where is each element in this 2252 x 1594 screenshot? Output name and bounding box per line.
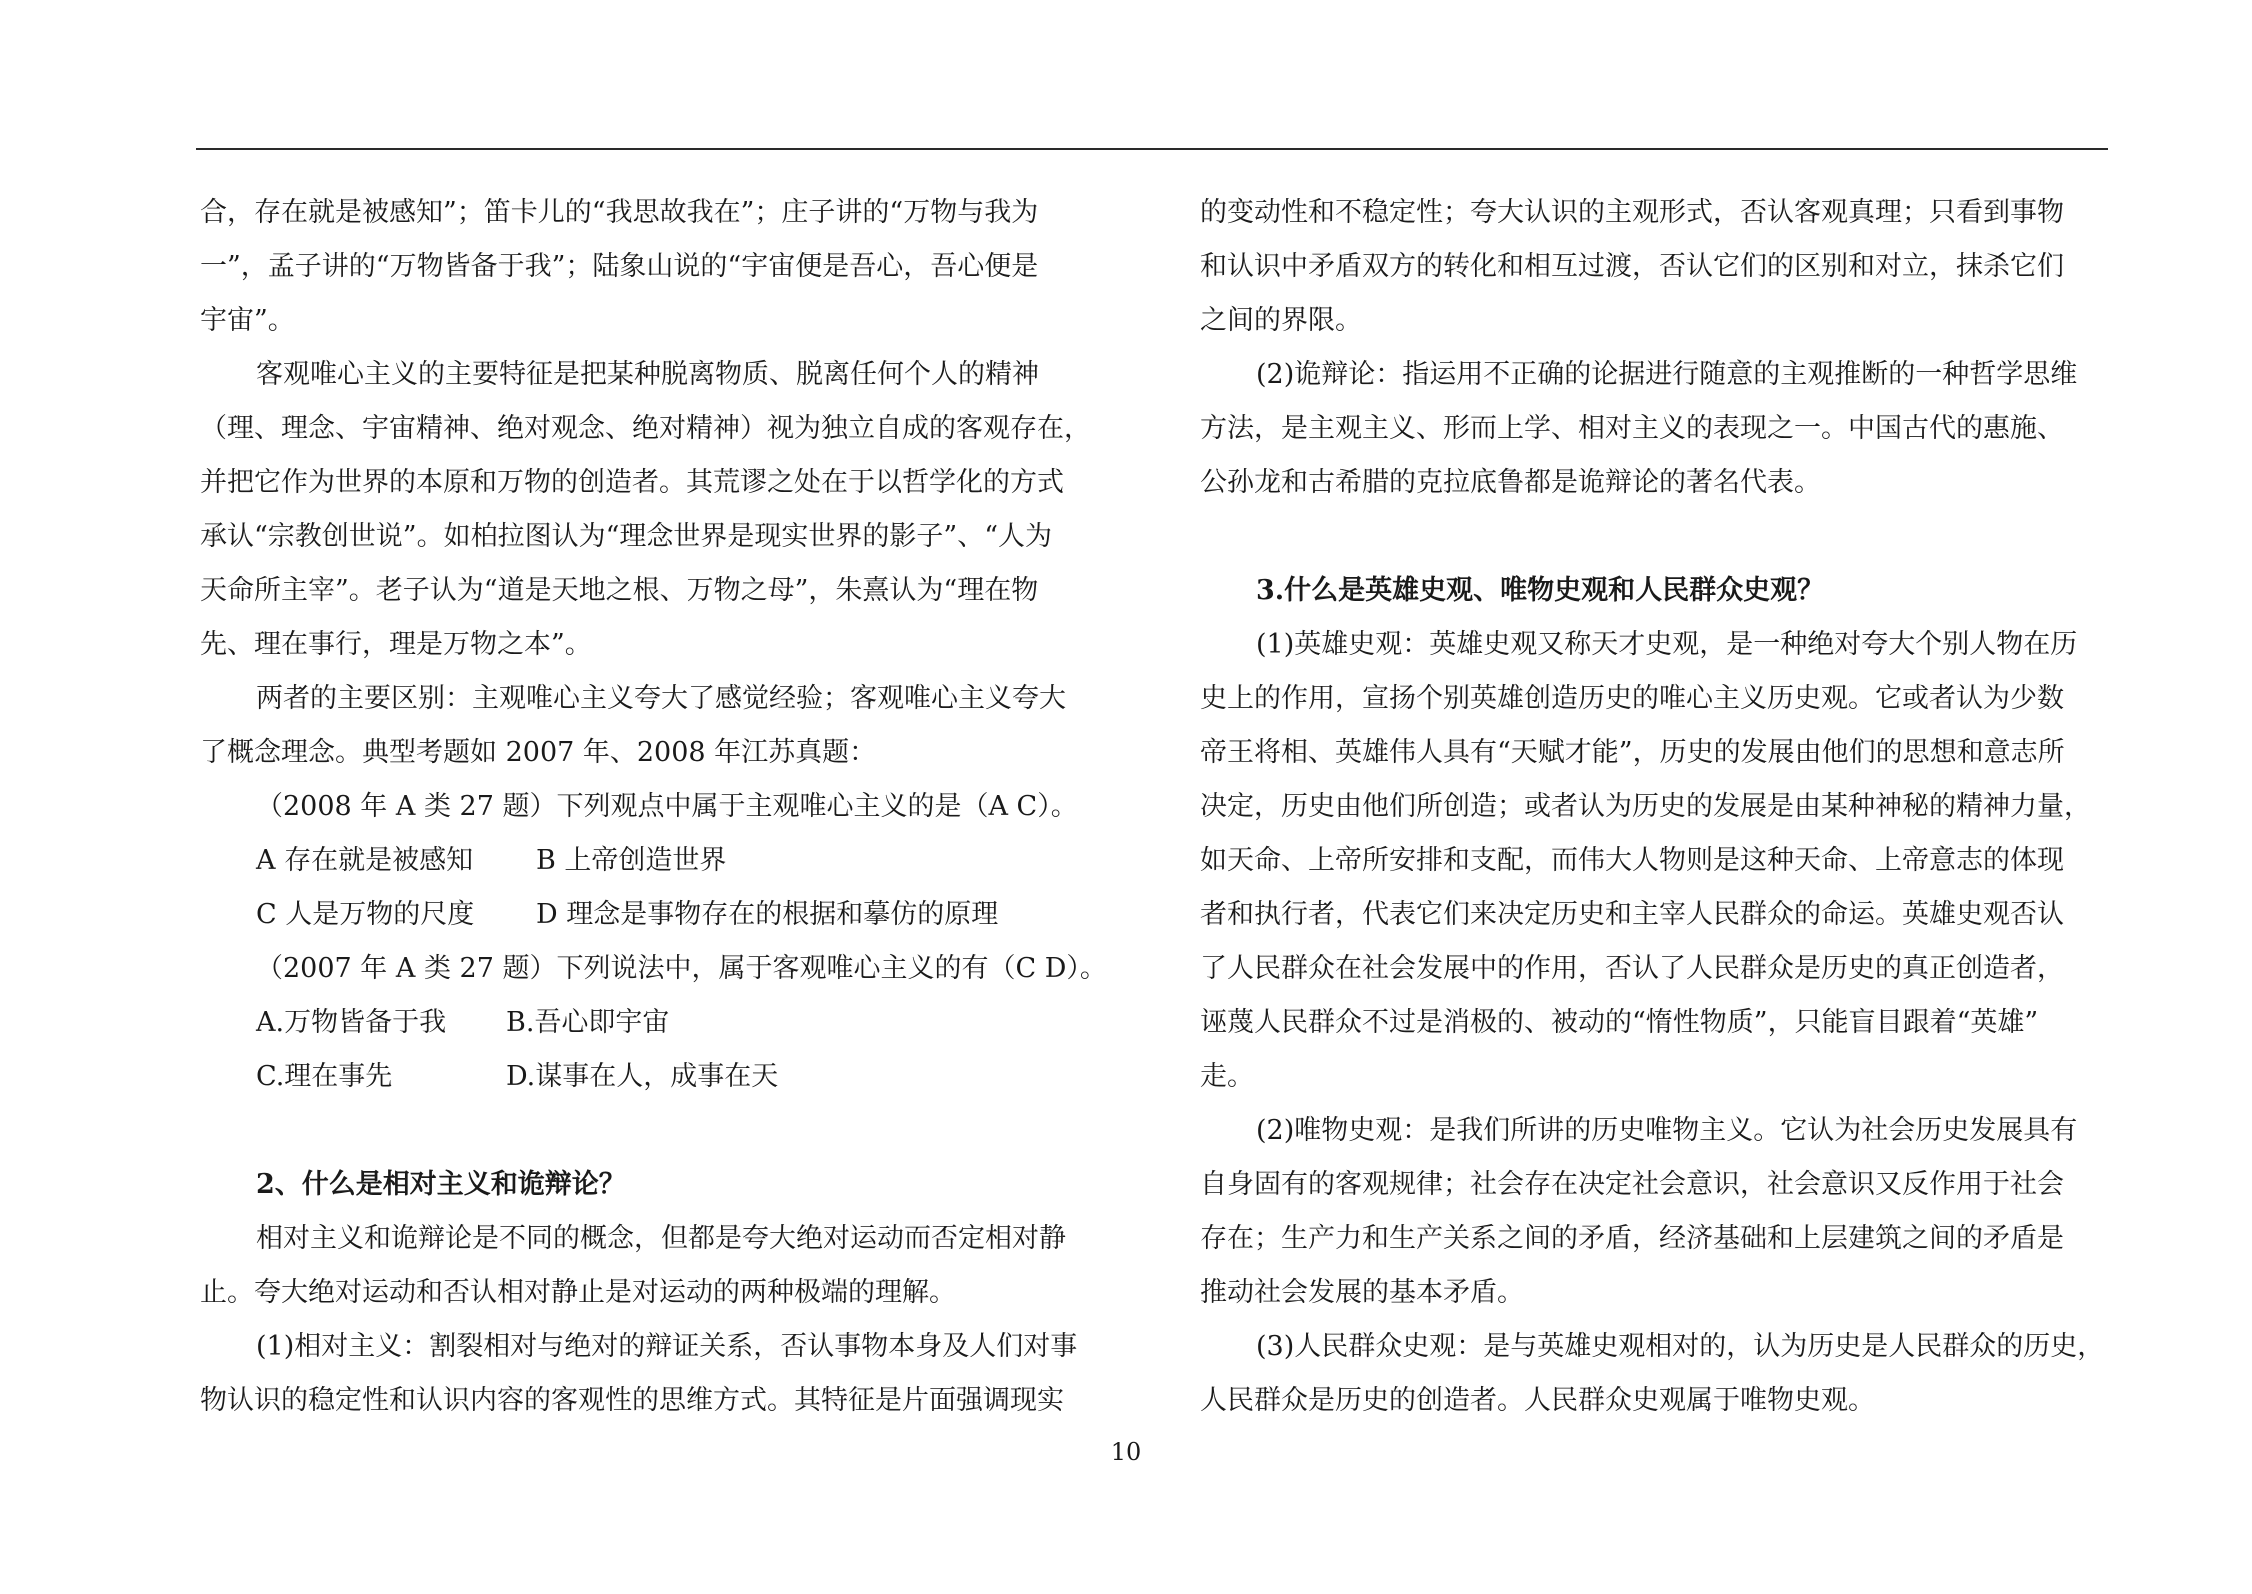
paragraph-relativism-continued (1200, 186, 2110, 348)
text-line: 帝王将相、英雄伟人具有“天赋才能”，历史的发展由他们的思想和意志所 (1200, 737, 2065, 768)
text-line: （理、理念、宇宙精神、绝对观念、绝对精神）视为独立自成的客观存在， (200, 413, 1091, 444)
text-line: 者和执行者，代表它们来决定历史和主宰人民群众的命运。英雄史观否认 (1200, 899, 2064, 930)
text-line: 存在；生产力和生产关系之间的矛盾，经济基础和上层建筑之间的矛盾是 (1200, 1223, 2064, 1254)
text-line: 止。夸大绝对运动和否认相对静止是对运动的两种极端的理解。 (200, 1277, 956, 1308)
paragraph-main-difference (200, 672, 1110, 780)
text-line: 的变动性和不稳定性；夸大认识的主观形式，否认客观真理；只看到事物 (1200, 197, 2064, 228)
option-b: B.吾心即宇宙 (506, 1007, 670, 1038)
text-line: 走。 (1200, 1061, 1254, 1092)
option-row (200, 1050, 1110, 1104)
right-column (1200, 186, 2110, 1428)
paragraph-relativism-definition (200, 1320, 1110, 1428)
spacer (200, 1104, 1110, 1158)
question-text: （2008 年 A 类 27 题）下列观点中属于主观唯心主义的是（A C）。 (256, 791, 1078, 822)
text-line: 和认识中矛盾双方的转化和相互过渡，否认它们的区别和对立，抹杀它们 (1200, 251, 2064, 282)
option-d: D.谋事在人，成事在天 (506, 1061, 779, 1092)
exam-question-2 (200, 942, 1110, 1104)
option-row (200, 834, 1110, 888)
section-heading-2: 2、什么是相对主义和诡辩论？ (256, 1169, 626, 1200)
page-number: 10 (1110, 1438, 1142, 1466)
text-line: 方法，是主观主义、形而上学、相对主义的表现之一。中国古代的惠施、 (1200, 413, 2064, 444)
exam-question-1 (200, 780, 1110, 942)
paragraph-subjective-idealism-examples (200, 186, 1110, 348)
question-text: （2007 年 A 类 27 题）下列说法中，属于客观唯心主义的有（C D）。 (256, 953, 1107, 984)
text-line: 相对主义和诡辩论是不同的概念，但都是夸大绝对运动而否定相对静 (256, 1223, 1066, 1254)
text-line: 推动社会发展的基本矛盾。 (1200, 1277, 1524, 1308)
section-heading-3: 3.什么是英雄史观、唯物史观和人民群众史观？ (1256, 575, 1825, 606)
left-column (200, 186, 1110, 1428)
option-c: C 人是万物的尺度 (256, 899, 475, 930)
option-row (200, 996, 1110, 1050)
header-rule (196, 148, 2108, 150)
text-line: 天命所主宰”。老子认为“道是天地之根、万物之母”，朱熹认为“理在物 (200, 575, 1039, 606)
paragraph-objective-idealism (200, 348, 1110, 672)
option-a: A.万物皆备于我 (256, 1007, 447, 1038)
spacer (1200, 510, 2110, 564)
text-line: 自身固有的客观规律；社会存在决定社会意识，社会意识又反作用于社会 (1200, 1169, 2064, 1200)
option-c: C.理在事先 (256, 1061, 393, 1092)
text-line: 之间的界限。 (1200, 305, 1362, 336)
text-line: 物认识的稳定性和认识内容的客观性的思维方式。其特征是片面强调现实 (200, 1385, 1064, 1416)
text-line: 并把它作为世界的本原和万物的创造者。其荒谬之处在于以哲学化的方式 (200, 467, 1064, 498)
text-line: (1)相对主义：割裂相对与绝对的辩证关系，否认事物本身及人们对事 (256, 1331, 1078, 1362)
text-line: (2)唯物史观：是我们所讲的历史唯物主义。它认为社会历史发展具有 (1256, 1115, 2078, 1146)
option-row (200, 888, 1110, 942)
text-line: 一”，孟子讲的“万物皆备于我”；陆象山说的“宇宙便是吾心，吾心便是 (200, 251, 1039, 282)
text-line: 了人民群众在社会发展中的作用，否认了人民群众是历史的真正创造者， (1200, 953, 2064, 984)
paragraph-materialist-view (1200, 1104, 2110, 1320)
text-line: 人民群众是历史的创造者。人民群众史观属于唯物史观。 (1200, 1385, 1875, 1416)
text-line: 诬蔑人民群众不过是消极的、被动的“惰性物质”，只能盲目跟着“英雄” (1200, 1007, 2039, 1038)
text-line: 宇宙”。 (200, 305, 295, 336)
text-line: 先、理在事行，理是万物之本”。 (200, 629, 592, 660)
option-d: D 理念是事物存在的根据和摹仿的原理 (536, 899, 999, 930)
text-line: 承认“宗教创世说”。如柏拉图认为“理念世界是现实世界的影子”、“人为 (200, 521, 1053, 552)
text-line: 公孙龙和古希腊的克拉底鲁都是诡辩论的著名代表。 (1200, 467, 1821, 498)
text-line: 两者的主要区别：主观唯心主义夸大了感觉经验；客观唯心主义夸大 (256, 683, 1066, 714)
option-b: B 上帝创造世界 (536, 845, 727, 876)
paragraph-hero-view (1200, 618, 2110, 1104)
text-line: 合，存在就是被感知”；笛卡儿的“我思故我在”；庄子讲的“万物与我为 (200, 197, 1039, 228)
paragraph-sophistry (1200, 348, 2110, 510)
paragraph-masses-view (1200, 1320, 2110, 1428)
text-line: 了概念理念。典型考题如 2007 年、2008 年江苏真题： (200, 737, 877, 768)
text-line: (3)人民群众史观：是与英雄史观相对的，认为历史是人民群众的历史， (1256, 1331, 2105, 1362)
text-line: 史上的作用，宣扬个别英雄创造历史的唯心主义历史观。它或者认为少数 (1200, 683, 2064, 714)
text-line: 客观唯心主义的主要特征是把某种脱离物质、脱离任何个人的精神 (256, 359, 1039, 390)
paragraph-relativism-sophistry (200, 1212, 1110, 1320)
text-line: (1)英雄史观：英雄史观又称天才史观，是一种绝对夸大个别人物在历 (1256, 629, 2078, 660)
text-line: 决定，历史由他们所创造；或者认为历史的发展是由某种神秘的精神力量， (1200, 791, 2091, 822)
text-line: (2)诡辩论：指运用不正确的论据进行随意的主观推断的一种哲学思维 (1256, 359, 2078, 390)
text-line: 如天命、上帝所安排和支配，而伟大人物则是这种天命、上帝意志的体现 (1200, 845, 2064, 876)
option-a: A 存在就是被感知 (256, 845, 474, 876)
